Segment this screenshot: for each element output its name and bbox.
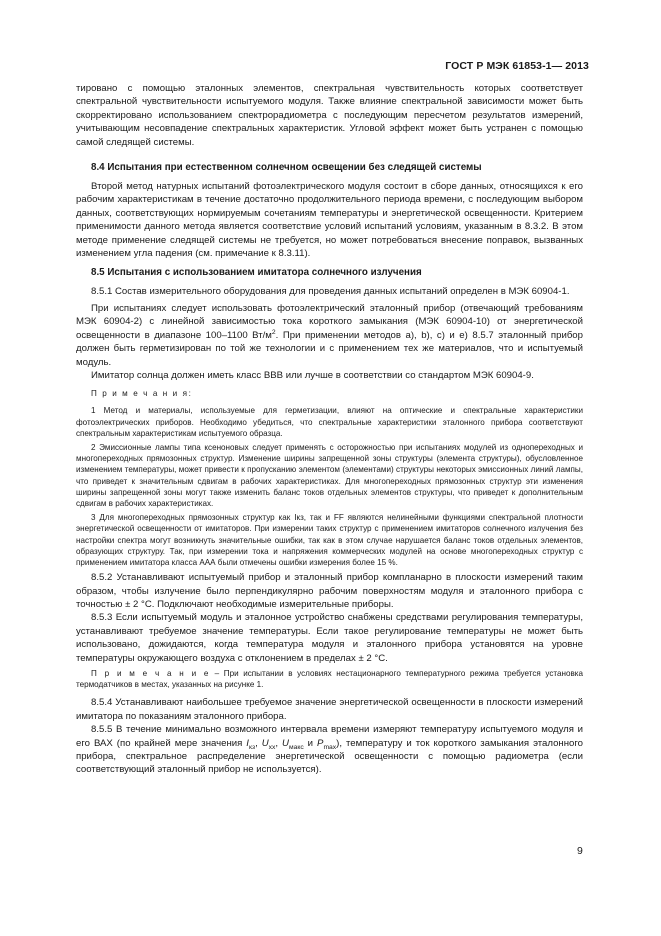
note-1: 1 Метод и материалы, используемые для герметизации, влияют на оптические и спектральные характеристики фотоэлектрических приборов. Необходимо убедиться, что спектральные характеристики эталонного прибора соответствуют спектральным характеристикам испытуемого образца. bbox=[76, 406, 583, 438]
note-3: 3 Для многопереходных прямозонных структур как Iкз, так и FF являются нелинейными функциями спектральной плотности энергетической освещенности от имитаторов. При измерении таких структур с применением имитаторов солнечного излучения без настройки спектра могут возникнуть значительные ошибки, так как в этом случае нарушается баланс токов отдельных элементов, образующих структуру. Так, при измерении тока и напряжения коммерческих модулей на основе многопереходных структур с применением имитатора класса ААА были отмечены ошибки измерения более 15 %. bbox=[76, 513, 583, 567]
intro-paragraph: тировано с помощью эталонных элементов, спектральная чувствительность которых соответствует спектральной чувствительности испытуемого модуля. Также влияние спектральной зависимости может быть скорректировано использованием спектрорадиометра с последующим пересчетом результатов измерений, учитывающим несовпадение спектральных характеристик. Угловой эффект может быть устранен с помощью самой следящей системы. bbox=[76, 83, 583, 148]
reference-device-text-b: . При применении методов a), b), c) и e) 8.5.7 эталонный прибор должен быть герметизирован по той же технологии и с применением тех же материалов, что и испытуемый модуль. bbox=[76, 329, 583, 368]
paragraph-8-5-4: 8.5.4 Устанавливают наибольшее требуемое значение энергетической освещенности в плоскости измерений имитатора по показаниям эталонного прибора. bbox=[76, 697, 583, 722]
page-header-standard: ГОСТ Р МЭК 61853-1— 2013 bbox=[445, 60, 589, 72]
section-8-4-heading: 8.4 Испытания при естественном солнечном освещении без следящей системы bbox=[91, 162, 482, 174]
document-body bbox=[76, 82, 583, 777]
symbol-i-sub: кз bbox=[248, 743, 256, 751]
symbol-i: I bbox=[246, 737, 249, 749]
unit-superscript: 2 bbox=[271, 328, 276, 336]
paragraph-reference-device bbox=[76, 302, 583, 369]
paragraph-simulator-class: Имитатор солнца должен иметь класс ВВВ или лучше в соответствии со стандартом МЭК 60904-9. bbox=[91, 369, 534, 381]
symbol-p: P bbox=[317, 737, 324, 749]
paragraph-8-5-2: 8.5.2 Устанавливают испытуемый прибор и эталонный прибор компланарно в плоскости измерений таким образом, чтобы излучение было перпендикулярно рабочим поверхностям модуля и эталонного прибора с точностью ± 2 °С. Подключают необходимые измерительные приборы. bbox=[76, 572, 583, 610]
section-8-5-heading: 8.5 Испытания с использованием имитатора солнечного излучения bbox=[91, 267, 422, 279]
note-temperature-label: П р и м е ч а н и е bbox=[91, 669, 211, 678]
notes-title: П р и м е ч а н и я: bbox=[91, 389, 193, 399]
symbol-umax: U bbox=[282, 737, 289, 749]
page-number: 9 bbox=[577, 845, 583, 857]
paragraph-8-5-5-text-a: 8.5.5 В течение минимально возможного интервала времени измеряют температуру испытуемого модуля и его ВАХ (по крайней мере значения bbox=[76, 724, 583, 749]
section-8-4-paragraph: Второй метод натурных испытаний фотоэлектрического модуля состоит в сборе данных, относящихся к его рабочим характеристикам в течение достаточно продолжительного периода времени, с последующим выбором данных, соответствующих нормируемым сочетаниям температуры и энергетической освещенности. Критерием применимости данного метода является соответствие условий испытаний условиям, указанным в 8.3.2. В этом методе применение следящей системы не требуется, но может потребоваться внесение поправок, вызванных изменением угла падения (см. примечание к 8.3.11). bbox=[76, 181, 583, 260]
paragraph-8-5-5: 8.5.5 В течение минимально возможного интервала времени измеряют температуру испытуемого модуля и его ВАХ (по крайней мере значения $I_{кз}$, $U_{хх}$, $U_{макс}$ и $P_{max}$), температуру и ток короткого замыкания эталонного прибора, спектральное распределение энергетической освещенности с помощью радиометра (если соответствующий эталонный прибор не используется). bbox=[76, 724, 583, 776]
note-temperature-text: – При испытании в условиях нестационарного температурного режима требуется установка термодатчиков в местах, указанных на рисунке 1. bbox=[76, 669, 583, 690]
paragraph-8-5-1: 8.5.1 Состав измерительного оборудования для проведения данных испытаний определен в МЭК 60904-1. bbox=[91, 286, 570, 298]
paragraph-8-5-5-text-b: ), температуру и ток короткого замыкания эталонного прибора, спектральное распределение энергетической освещенности с помощью радиометра (если соответствующий эталонный прибор не используется). bbox=[76, 737, 583, 776]
symbol-p-sub: max bbox=[323, 743, 337, 751]
symbol-umax-sub: макс bbox=[288, 743, 304, 751]
paragraph-8-5-3: 8.5.3 Если испытуемый модуль и эталонное устройство снабжены средствами регулирования температуры, устанавливают требуемое значение температуры. Если такое регулирование температуры не может быть использовано, дожидаются, когда температура модуля и эталонного прибора установятся на уровне температуры окружающего воздуха с отклонением в пределах ± 2 °С. bbox=[76, 612, 583, 664]
symbol-u-sub: хх bbox=[268, 743, 276, 751]
symbol-u: U bbox=[261, 737, 269, 749]
reference-device-text-a: При испытаниях следует использовать фотоэлектрический эталонный прибор (отвечающий требованиям МЭК 60904-2) с линейной зависимостью тока короткого замыкания (МЭК 60904-10) от энергетической освещенности в диапазоне 100–1100 Вт/м bbox=[76, 302, 583, 341]
note-2: 2 Эмиссионные лампы типа ксеноновых следует применять с осторожностью при испытаниях модулей из однопереходных и многопереходных прямозонных структур. Изменение ширины запрещенной зоны структуры (элемента структуры), обусловленное изменением температуры, может привести к пропусканию элементом (элементами) структуры некоторых эмиссионных линий лампы, что приведет к значительным сдвигам в рабочих характеристиках. Для многопереходных прямозонных структур эти изменения ширины запрещенной зоны могут также изменить баланс токов отдельных элементов структуры, что приведет к дополнительным сдвигам в рабочих характеристиках. bbox=[76, 442, 583, 508]
note-temperature bbox=[76, 668, 583, 690]
